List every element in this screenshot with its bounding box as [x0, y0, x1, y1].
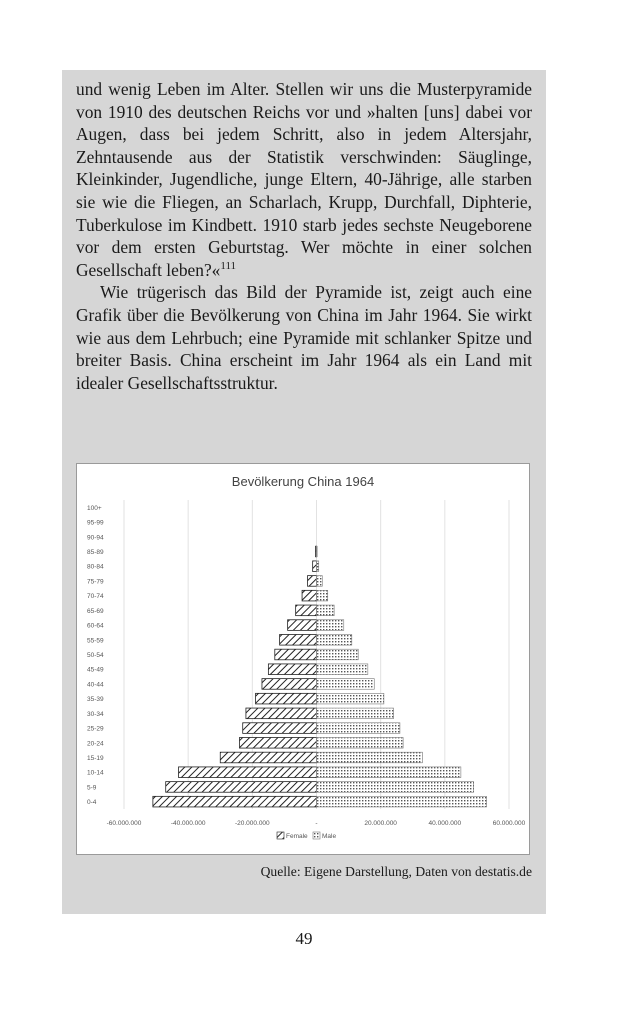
bar-female	[275, 649, 317, 660]
y-tick-label: 90-94	[87, 534, 104, 542]
x-tick-label: -40.000.000	[170, 820, 206, 827]
bar-female	[166, 782, 317, 793]
page-number: 49	[295, 929, 313, 948]
y-tick-label: 15-19	[87, 755, 104, 762]
population-pyramid-chart	[76, 463, 530, 855]
y-tick-label: 50-54	[87, 652, 104, 659]
figure-caption: Quelle: Eigene Darstellung, Daten von destatis.de	[260, 864, 532, 879]
bar-male	[317, 664, 368, 675]
bar-female	[240, 737, 317, 748]
bar-male	[317, 767, 461, 778]
y-tick-label: 10-14	[87, 769, 104, 777]
x-tick-label: -60.000.000	[106, 820, 142, 827]
y-tick-label: 5-9	[87, 784, 97, 792]
bar-male	[317, 649, 359, 660]
bar-male	[317, 576, 323, 587]
bar-male	[317, 723, 400, 734]
body-text	[76, 78, 532, 394]
bar-male	[317, 708, 394, 719]
legend-swatch-male	[313, 832, 320, 839]
y-tick-label: 0-4	[87, 799, 97, 807]
bar-male	[317, 679, 375, 690]
y-tick-label: 80-84	[87, 563, 104, 571]
bar-male	[317, 620, 344, 631]
chart-title: Bevölkerung China 1964	[231, 474, 375, 489]
bar-female	[179, 767, 317, 778]
x-tick-label: -20.000.000	[234, 820, 270, 827]
x-tick-label: 20.000.000	[364, 820, 397, 827]
bar-female	[153, 796, 317, 807]
y-tick-label: 85-89	[87, 549, 104, 556]
bar-female	[256, 693, 317, 704]
bar-female	[302, 590, 316, 601]
x-tick-label: -	[315, 820, 318, 827]
y-tick-label: 35-39	[87, 696, 104, 704]
y-tick-label: 95-99	[87, 519, 104, 527]
bar-female	[268, 664, 316, 675]
bar-female	[262, 679, 317, 690]
paragraph-1-text: und wenig Leben im Alter. Stellen wir uns die Musterpyramide von 1910 des deutschen Reichs vor und »halten [uns] dabei vor Augen, dass bei jedem Schritt, also in jedem Altersjahr, Zehntausende aus der Statistik verschwinden: Säuglinge, Kleinkinder, Jugendliche, junge Eltern, 40-Jährige, alle starben sie wie die Fliegen, an Scharlach, Krupp, Durchfall, Diphterie, Tuberkulose im Kindbett. 1910 starb jedes sechste Neugeborene vor dem ersten Geburtstag. Wer möchte in einer solchen Gesellschaft leben?«	[76, 79, 532, 280]
bar-male	[317, 590, 328, 601]
bar-male	[317, 796, 487, 807]
bar-female	[308, 576, 317, 587]
chart-svg	[77, 464, 529, 854]
bar-female	[313, 561, 317, 572]
x-tick-label: 40.000.000	[428, 820, 462, 827]
paragraph-1	[76, 78, 532, 281]
y-tick-label: 55-59	[87, 637, 104, 645]
legend-label-female: Female	[286, 833, 308, 840]
bar-female	[288, 620, 317, 631]
y-tick-label: 40-44	[87, 681, 104, 689]
bar-female	[296, 605, 317, 616]
bar-female	[243, 723, 317, 734]
footnote-ref: 111	[220, 259, 237, 272]
legend-label-male: Male	[322, 833, 337, 840]
bar-male	[317, 546, 318, 557]
y-tick-label: 60-64	[87, 622, 104, 630]
bar-male	[317, 561, 319, 572]
bar-male	[317, 693, 384, 704]
y-tick-label: 20-24	[87, 740, 104, 748]
bar-male	[317, 737, 404, 748]
paragraph-2: Wie trügerisch das Bild der Pyramide ist, zeigt auch eine Grafik über die Bevölkerung von China im Jahr 1964. Sie wirkt wie aus dem Lehrbuch; eine Pyramide mit schlanker Spitze und breiter Basis. China erscheint im Jahr 1964 als ein Land mit idealer Gesellschaftsstruktur.	[76, 282, 532, 393]
y-tick-label: 70-74	[87, 593, 104, 601]
legend-swatch-female	[277, 832, 284, 839]
bar-male	[317, 752, 423, 763]
bar-male	[317, 782, 474, 793]
y-tick-label: 45-49	[87, 666, 104, 674]
bar-female	[220, 752, 316, 763]
bar-female	[280, 634, 317, 645]
y-tick-label: 65-69	[87, 607, 104, 615]
y-tick-label: 25-29	[87, 725, 104, 733]
y-tick-label: 100+	[87, 504, 102, 512]
y-tick-label: 75-79	[87, 578, 104, 586]
x-tick-label: 60.000.000	[492, 820, 526, 827]
bar-male	[317, 634, 352, 645]
bar-male	[317, 605, 335, 616]
bar-female	[246, 708, 317, 719]
y-tick-label: 30-34	[87, 710, 104, 718]
